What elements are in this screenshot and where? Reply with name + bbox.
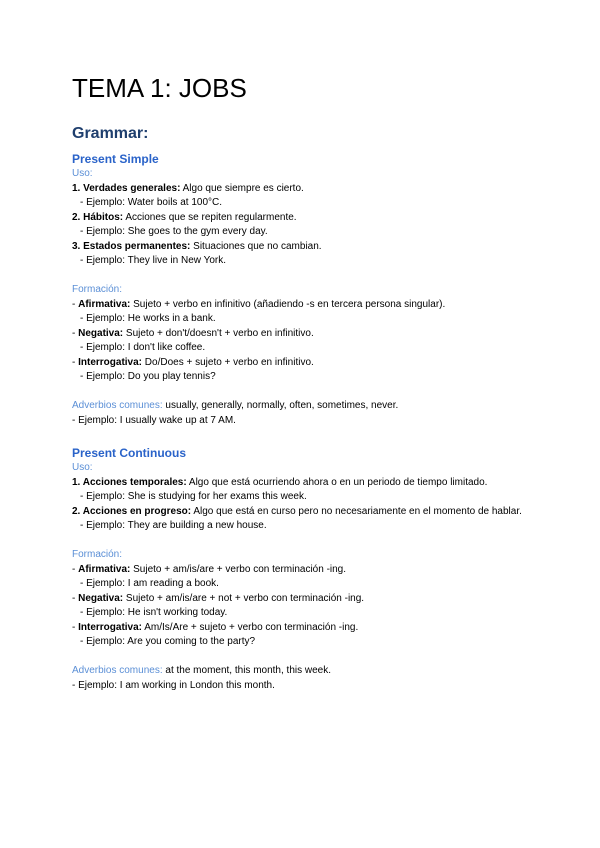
pc-form-affirmative: - Afirmativa: Sujeto + am/is/are + verbo con terminación -ing. — [72, 563, 347, 575]
ps-formacion-label: Formación: — [72, 284, 123, 295]
ps-use-3-example: - Ejemplo: They live in New York. — [80, 255, 226, 266]
ps-adverbs-example: - Ejemplo: I usually wake up at 7 AM. — [72, 414, 236, 426]
pc-use-1: 1. Acciones temporales: Algo que está ocurriendo ahora o en un periodo de tiempo limitado. — [72, 476, 488, 488]
ps-use-1-example: - Ejemplo: Water boils at 100°C. — [80, 197, 223, 208]
ps-uso-label: Uso: — [72, 168, 93, 179]
present-continuous-heading: Present Continuous — [72, 446, 187, 460]
present-simple-heading: Present Simple — [72, 152, 159, 166]
page-title: TEMA 1: JOBS — [72, 73, 247, 103]
pc-use-2: 2. Acciones en progreso: Algo que está en curso pero no necesariamente en el momento de hablar. — [72, 505, 522, 517]
ps-adverbs: Adverbios comunes: usually, generally, normally, often, sometimes, never. — [72, 400, 399, 411]
pc-form-negative-example: - Ejemplo: He isn't working today. — [80, 607, 228, 618]
grammar-heading: Grammar: — [72, 125, 149, 142]
ps-form-affirmative: - Afirmativa: Sujeto + verbo en infinitivo (añadiendo -s en tercera persona singular). — [72, 298, 446, 310]
pc-form-interrogative-example: - Ejemplo: Are you coming to the party? — [80, 636, 256, 647]
ps-form-negative-example: - Ejemplo: I don't like coffee. — [80, 342, 206, 353]
ps-form-interrogative: - Interrogativa: Do/Does + sujeto + verbo en infinitivo. — [72, 356, 314, 368]
pc-use-2-example: - Ejemplo: They are building a new house. — [80, 520, 267, 531]
pc-adverbs: Adverbios comunes: at the moment, this month, this week. — [72, 665, 332, 676]
pc-use-1-example: - Ejemplo: She is studying for her exams this week. — [80, 491, 307, 502]
ps-form-interrogative-example: - Ejemplo: Do you play tennis? — [80, 371, 216, 382]
ps-form-negative: - Negativa: Sujeto + don't/doesn't + verbo en infinitivo. — [72, 327, 314, 339]
pc-form-negative: - Negativa: Sujeto + am/is/are + not + verbo con terminación -ing. — [72, 592, 365, 604]
pc-form-interrogative: - Interrogativa: Am/Is/Are + sujeto + verbo con terminación -ing. — [72, 621, 359, 633]
ps-use-2-example: - Ejemplo: She goes to the gym every day. — [80, 226, 268, 237]
ps-form-affirmative-example: - Ejemplo: He works in a bank. — [80, 313, 216, 324]
ps-use-3: 3. Estados permanentes: Situaciones que no cambian. — [72, 240, 322, 252]
pc-uso-label: Uso: — [72, 462, 93, 473]
pc-adverbs-example: - Ejemplo: I am working in London this month. — [72, 679, 275, 691]
ps-use-1: 1. Verdades generales: Algo que siempre es cierto. — [72, 182, 304, 194]
ps-use-2: 2. Hábitos: Acciones que se repiten regularmente. — [72, 211, 297, 223]
pc-formacion-label: Formación: — [72, 549, 123, 560]
pc-form-affirmative-example: - Ejemplo: I am reading a book. — [80, 578, 219, 589]
present-continuous-section — [72, 446, 542, 693]
present-simple-section — [72, 152, 542, 428]
